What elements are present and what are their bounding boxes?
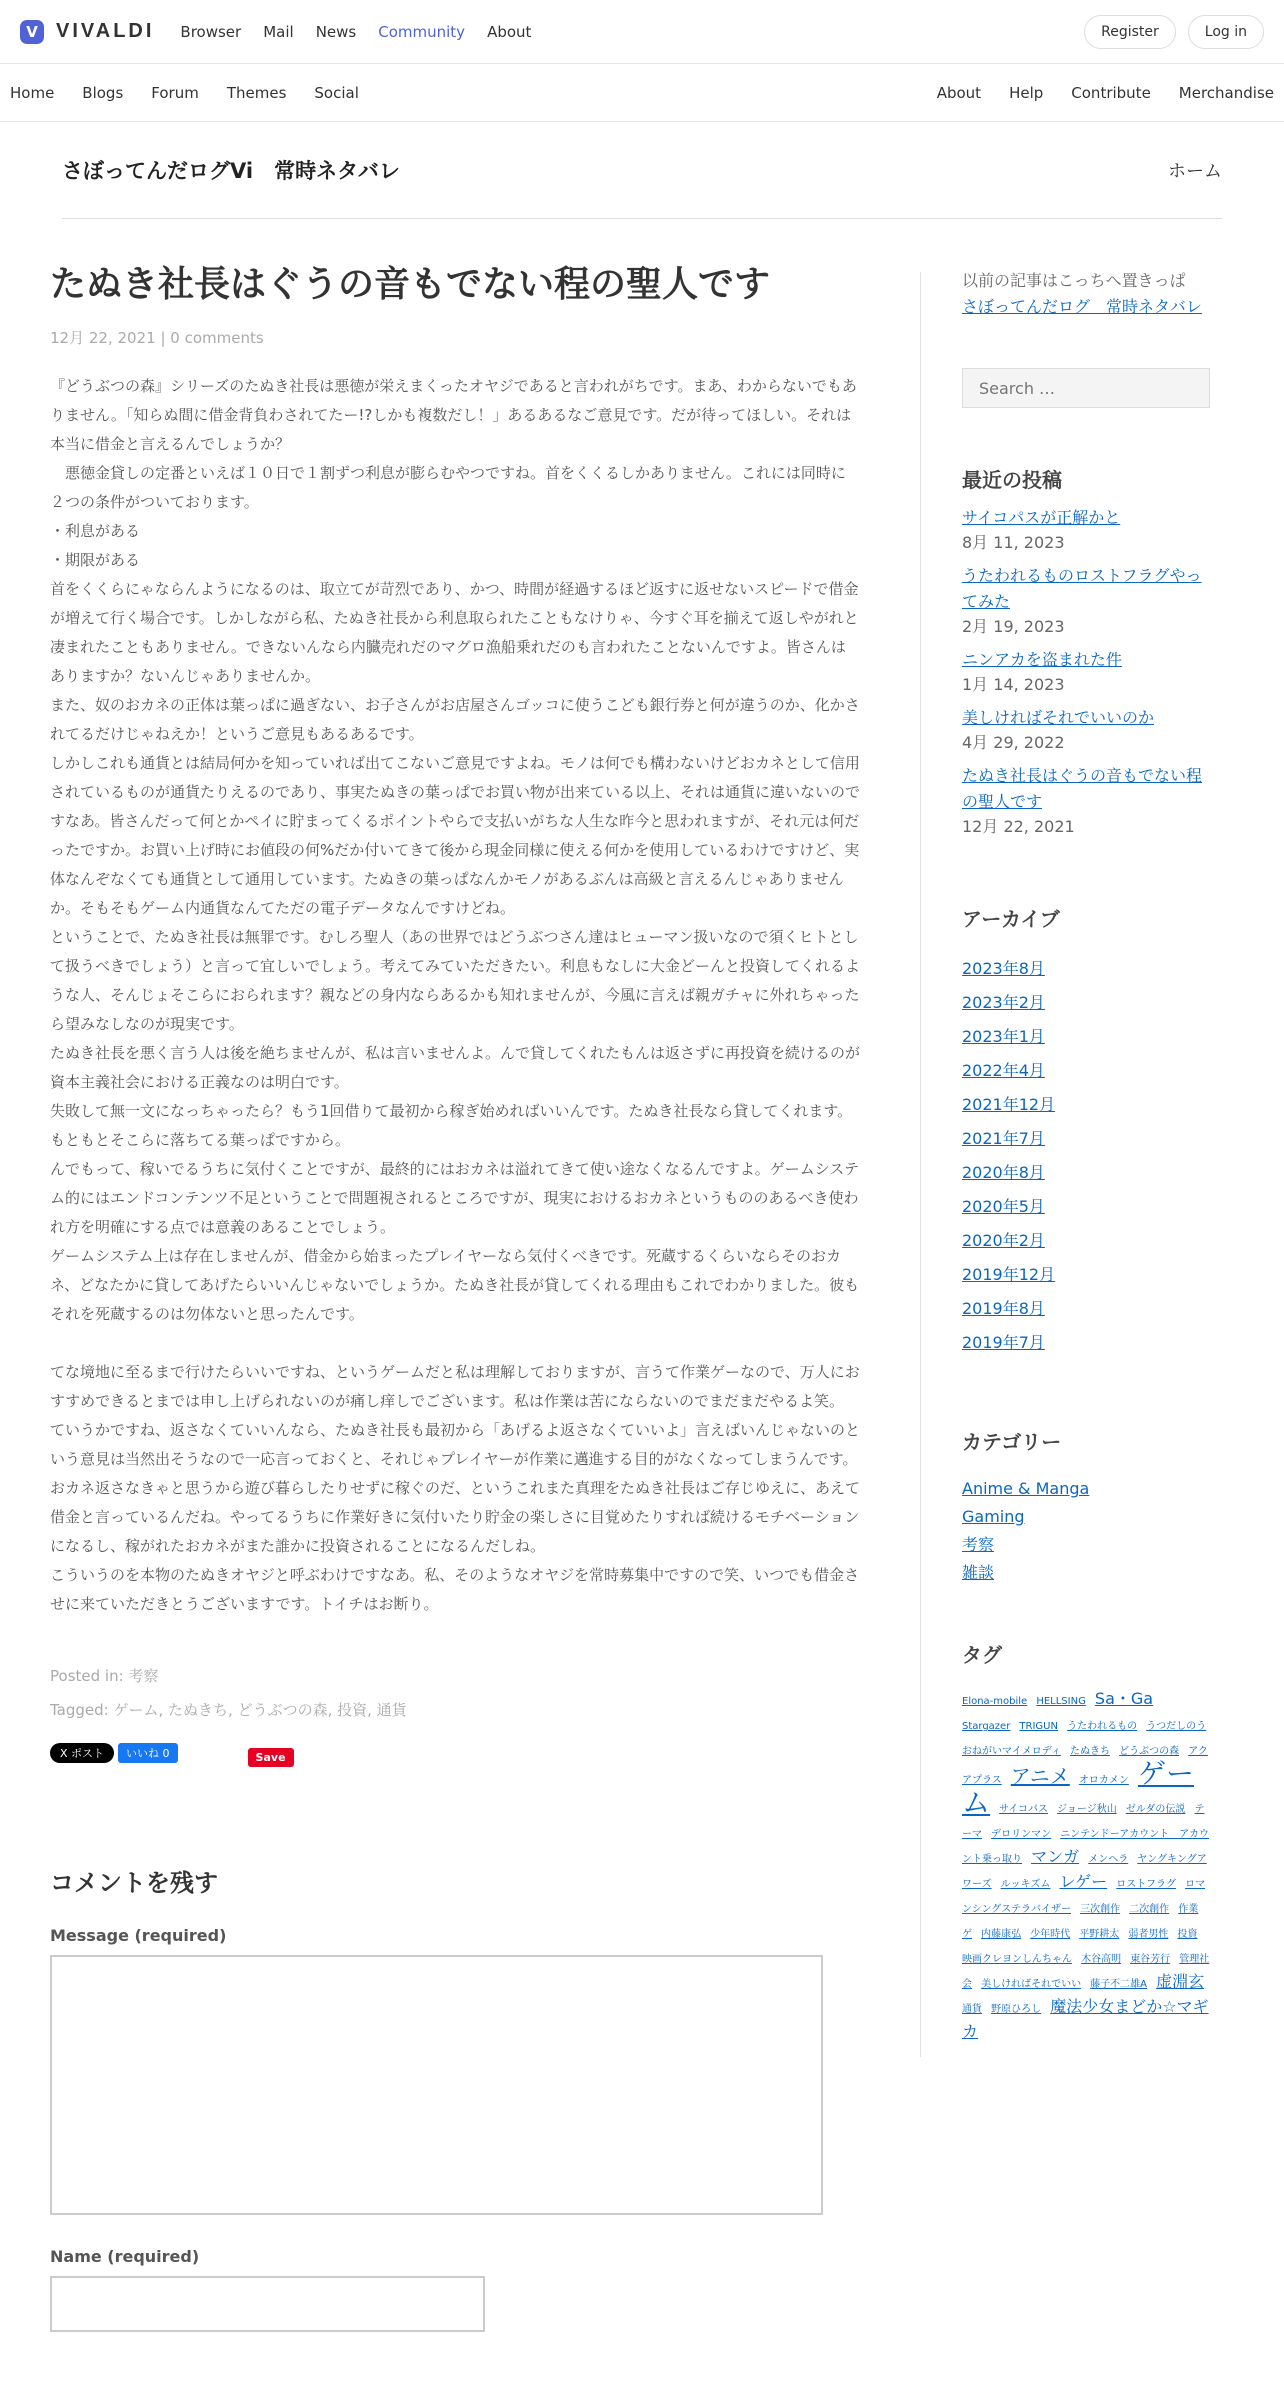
x-post-button[interactable]: X ポスト bbox=[50, 1743, 114, 1763]
archive-link[interactable]: 2020年8月 bbox=[962, 1163, 1045, 1182]
message-textarea[interactable] bbox=[50, 1955, 823, 2215]
recent-post-item bbox=[962, 647, 1212, 697]
tag-link[interactable]: アクアプラス bbox=[962, 1746, 1208, 1786]
recent-post-link[interactable]: うたわれるものロストフラグやってみた bbox=[962, 566, 1202, 611]
recent-post-link[interactable]: 美しければそれでいいのか bbox=[962, 708, 1155, 727]
archive-link[interactable]: 2019年8月 bbox=[962, 1299, 1045, 1318]
recent-posts-heading: 最近の投稿 bbox=[962, 468, 1062, 492]
tag-link[interactable]: 作業ゲ bbox=[962, 1904, 1199, 1940]
pinterest-save-button[interactable]: Save bbox=[248, 1748, 294, 1767]
tag-link[interactable]: うたわれるもの bbox=[1067, 1721, 1138, 1732]
sidebar-intro: 以前の記事はこっちへ置きっぱ bbox=[962, 271, 1186, 290]
top-nav-mail[interactable]: Mail bbox=[263, 22, 294, 41]
community-nav-blogs[interactable]: Blogs bbox=[82, 83, 124, 102]
post-paragraph: んでもって、稼いでるうちに気付くことですが、最終的にはおカネは溢れてきて使い途なくなるんですよ。ゲームシステム的にはエンドコンテンツ不足ということで問題視されるところですが、現実におけるおカネというもののあるべき使われ方を明確にする点では意義のあることでしょう。 bbox=[50, 1159, 859, 1236]
tag-link[interactable]: 投資 bbox=[1177, 1929, 1198, 1940]
post-paragraph: 首をくくらにゃならんようになるのは、取立てが苛烈であり、かつ、時間が経過するほど返すに返せないスピードで借金が増えて行く場合です。しかしながら私、たぬき社長から利息取られたこともなけりゃ、今すぐ耳を揃えて返しやがれと凄まれたこともありません。できないんなら内臓売れだのマグロ漁船乗れだのも言われたことないんですよ。皆さんはありますか？ないんじゃありませんか。 bbox=[50, 579, 859, 685]
top-nav-about[interactable]: About bbox=[487, 22, 532, 41]
site-topbar bbox=[0, 0, 1284, 64]
tag-link[interactable]: Stargazer bbox=[962, 1721, 1011, 1732]
post-title: たぬき社長はぐうの音もでない程の聖人です bbox=[50, 264, 771, 305]
top-nav-news[interactable]: News bbox=[315, 22, 357, 41]
archive-link[interactable]: 2022年4月 bbox=[962, 1061, 1045, 1080]
tag-link[interactable]: ヤングキングアワーズ bbox=[962, 1854, 1207, 1890]
tag-link[interactable]: どうぶつの森 bbox=[1119, 1746, 1180, 1757]
tag-link[interactable]: 魔法少女まどか☆マギカ bbox=[962, 1997, 1209, 2041]
post-body bbox=[50, 372, 860, 1619]
category-link[interactable]: Gaming bbox=[962, 1507, 1025, 1526]
community-nav-home[interactable]: Home bbox=[10, 83, 55, 102]
post-paragraph bbox=[50, 1329, 860, 1358]
post-paragraph: 失敗して無一文になっちゃったら？もう1回借りて最初から稼ぎ始めればいいんです。たぬき社長なら貸してくれます。もともとそこらに落ちてる葉っぱですから。 bbox=[50, 1101, 853, 1149]
tag-link[interactable]: サイコパス bbox=[999, 1804, 1049, 1815]
post-paragraph: こういうのを本物のたぬきオヤジと呼ぶわけですなあ。私、そのようなオヤジを常時募集中ですので笑、いつでも借金させに来ていただきとうございますです。トイチはお断り。 bbox=[50, 1565, 860, 1613]
tag-link[interactable]: レゲー bbox=[1059, 1872, 1108, 1891]
archive-link[interactable]: 2023年1月 bbox=[962, 1027, 1045, 1046]
post-comments-count[interactable]: 0 comments bbox=[170, 328, 264, 347]
archive-heading: アーカイブ bbox=[962, 907, 1060, 931]
recent-post-item bbox=[962, 563, 1212, 639]
blog-header bbox=[62, 122, 1222, 219]
tag-link[interactable]: ルッキズム bbox=[1000, 1879, 1051, 1890]
tag-link[interactable]: メンヘラ bbox=[1088, 1854, 1129, 1865]
post-paragraph: しかしこれも通貨とは結局何かを知っていれば出てこないご意見ですよね。モノは何でも構わないけどおカネとして信用されているものが通貨たりえるのであり、事実たぬきの葉っぱでお買い物が出来ている以上、それは通貨に違いないのですなあ。皆さんだって何とかペイに貯まってくるポイントやらで支払いがちな人生な昨今と思われますが、それ元は何だったですか。お買い上げ時にお値段の何%だか付いてきて後から現金同様に使える何かを使用しているわけですけど、実体なんぞなくても通貨として通用しています。たぬきの葉っぱなんかモノがあるぶんは高級と言えるんじゃありませんか。そもそもゲーム内通貨なんてただの電子データなんですけどね。 bbox=[50, 753, 861, 917]
top-nav bbox=[180, 23, 531, 41]
recent-post-item bbox=[962, 763, 1212, 839]
tag-link[interactable]: マンガ bbox=[1031, 1847, 1080, 1866]
login-button[interactable]: Log in bbox=[1188, 15, 1264, 49]
column-divider bbox=[920, 272, 921, 2057]
recent-post-item bbox=[962, 505, 1212, 555]
brand-name: VIVALDI bbox=[56, 20, 155, 42]
tag-link[interactable]: アニメ bbox=[1010, 1764, 1070, 1788]
tag-link[interactable]: ジョージ秋山 bbox=[1057, 1804, 1117, 1815]
post-paragraph: 悪徳金貸しの定番といえば１０日で１割ずつ利息が膨らむやつですね。首をくくるしかありません。これには同時に２つの条件がついております。 bbox=[50, 463, 846, 511]
vivaldi-logo-icon: V bbox=[20, 20, 44, 44]
post-paragraph: ゲームシステム上は存在しませんが、借金から始まったプレイヤーなら気付くべきです。死蔵するくらいならそのおカネ、どなたかに貸してあげたらいいんじゃないでしょうか。たぬき社長が貸してくれる理由もこれでわかりました。彼もそれを死蔵するのは勿体ないと思ったんです。 bbox=[50, 1246, 860, 1323]
community-nav bbox=[0, 64, 1284, 122]
archive-link[interactable]: 2023年8月 bbox=[962, 959, 1045, 978]
tag-link[interactable]: たぬきち bbox=[1070, 1746, 1110, 1757]
recent-post-item bbox=[962, 705, 1212, 755]
tag-link[interactable]: おねがいマイメロディ bbox=[962, 1746, 1061, 1757]
tag-link[interactable]: ロマンシングステラバイザー bbox=[962, 1879, 1206, 1915]
post-meta bbox=[50, 327, 860, 348]
tag-cloud bbox=[962, 1688, 1212, 2043]
comment-form-title: コメントを残す bbox=[50, 1868, 218, 1897]
archive-link[interactable]: 2019年7月 bbox=[962, 1333, 1045, 1352]
tag-link[interactable]: 虚淵玄 bbox=[1156, 1972, 1205, 1991]
tag-link[interactable]: 管理社会 bbox=[962, 1954, 1210, 1990]
recent-post-date: 2月 19, 2023 bbox=[962, 617, 1065, 636]
facebook-like-button[interactable]: いいね 0 bbox=[118, 1743, 178, 1763]
archive-link[interactable]: 2023年2月 bbox=[962, 993, 1045, 1012]
tag-heading: タグ bbox=[962, 1643, 1002, 1667]
recent-post-link[interactable]: サイコパスが正解かと bbox=[962, 508, 1121, 527]
top-nav-community[interactable]: Community bbox=[378, 22, 466, 41]
meta-separator: | bbox=[160, 328, 171, 347]
tag-link[interactable]: 野原ひろし bbox=[991, 2004, 1042, 2015]
post-paragraph: ていうかですね、返さなくていいんなら、たぬき社長も最初から「あげるよ返さなくていいよ」言えばいんじゃないのという意見は当然出そうなので一応言っておくと、それじゃプレイヤーが作業に邁進する目的がなくなってしまうんです。おカネ返さなきゃと思うから遊び暮らしたりせずに稼ぐのだ、というこれまた真理をたぬき社長はご存じゆえに、あえて借金と言っているんだね。やってるうちに作業好きに気付いたり貯金の楽しさに目覚めたりすれば続けるモチベーションになるし、稼がれたおカネがまた誰かに投資されることになるんだしね。 bbox=[50, 1420, 861, 1555]
vivaldi-logo[interactable] bbox=[20, 20, 154, 44]
category-heading: カテゴリー bbox=[962, 1430, 1062, 1454]
sidebar bbox=[962, 268, 1212, 2043]
tag-link[interactable]: 木谷高明 bbox=[1081, 1954, 1122, 1965]
post-paragraph: ・利息がある bbox=[50, 521, 141, 540]
recent-post-link[interactable]: たぬき社長はぐうの音もでない程の聖人です bbox=[962, 766, 1203, 811]
tag-link[interactable]: 少年時代 bbox=[1030, 1929, 1071, 1940]
tag-link[interactable]: 東谷芳行 bbox=[1130, 1954, 1171, 1965]
archive-link[interactable]: 2020年5月 bbox=[962, 1197, 1045, 1216]
posted-in-category[interactable]: 考察 bbox=[128, 1666, 159, 1685]
tagged bbox=[50, 1693, 860, 1727]
search-input[interactable] bbox=[962, 368, 1210, 408]
community-nav-merchandise[interactable]: Merchandise bbox=[1178, 83, 1274, 102]
post-paragraph: 『どうぶつの森』シリーズのたぬき社長は悪徳が栄えまくったオヤジであると言われがちです。まあ、わからないでもありません。「知らぬ間に借金背負わされてたー!?しかも複数だし！」あるあるなご意見です。だが待ってほしい。それは本当に借金と言えるんでしょうか？ bbox=[50, 376, 857, 453]
message-label: Message (required) bbox=[50, 1925, 227, 1945]
post-paragraph: また、奴のおカネの正体は葉っぱに過ぎない、お子さんがお店屋さんゴッコに使うこども銀行券と何が違うのか、化かされてるだけじゃねえか！というご意見もあるあるです。 bbox=[50, 695, 860, 743]
tag-link[interactable]: ゲーム bbox=[962, 1757, 1194, 1819]
tag-link[interactable]: ロストフラグ bbox=[1116, 1879, 1176, 1890]
tagged-label: Tagged: bbox=[50, 1700, 109, 1719]
tag-link[interactable]: オロカメン bbox=[1078, 1775, 1129, 1786]
recent-post-date: 4月 29, 2022 bbox=[962, 733, 1065, 752]
name-input[interactable] bbox=[50, 2276, 485, 2332]
tag-link[interactable]: ニンテンドーアカウント アカウント乗っ取り bbox=[962, 1829, 1209, 1865]
category-link[interactable]: 考察 bbox=[962, 1535, 995, 1554]
tag-link[interactable]: うつだしのう bbox=[1146, 1721, 1207, 1732]
category-link[interactable]: 雑談 bbox=[962, 1563, 995, 1582]
register-button[interactable]: Register bbox=[1084, 15, 1176, 49]
community-nav-about[interactable]: About bbox=[936, 83, 982, 102]
post-date[interactable]: 12月 22, 2021 bbox=[50, 328, 156, 347]
post-paragraph: てな境地に至るまで行けたらいいですね、というゲームだと私は理解しておりますが、言うて作業ゲーなので、万人におすすめできるとまでは申し上げられないのが痛し痒しでございます。私は作業は苦にならないのでまだまだやるよ笑。 bbox=[50, 1362, 860, 1410]
archive-list bbox=[962, 952, 1212, 1360]
archive-link[interactable]: 2020年2月 bbox=[962, 1231, 1045, 1250]
archive-link[interactable]: 2021年7月 bbox=[962, 1129, 1045, 1148]
tag-link[interactable]: 内藤康弘 bbox=[981, 1929, 1022, 1940]
tag-link[interactable]: HELLSING bbox=[1036, 1696, 1086, 1707]
community-nav-forum[interactable]: Forum bbox=[151, 83, 199, 102]
blog-home-link[interactable]: ホーム bbox=[1168, 161, 1222, 182]
post-paragraph: ・期限がある bbox=[50, 550, 141, 569]
tag-link[interactable]: ゼルダの伝説 bbox=[1125, 1804, 1186, 1815]
tag-link[interactable]: 弱者男性 bbox=[1128, 1929, 1169, 1940]
category-list bbox=[962, 1475, 1212, 1587]
sidebar-intro-link[interactable]: さぼってんだログ 常時ネタバレ bbox=[962, 297, 1202, 316]
community-nav-social[interactable]: Social bbox=[314, 83, 359, 102]
recent-post-date: 1月 14, 2023 bbox=[962, 675, 1065, 694]
recent-post-date: 8月 11, 2023 bbox=[962, 533, 1065, 552]
archive-link[interactable]: 2019年12月 bbox=[962, 1265, 1056, 1284]
post-paragraph: ということで、たぬき社長は無罪です。むしろ聖人（あの世界ではどうぶつさん達はヒューマン扱いなので須くヒトとして扱うべきでしょう）と言って宜しいでしょう。考えてみていただきたい。利息もなしに大金どーんと投資してくれるような人、そんじょそこらにおられます？親などの身内ならあるかも知れませんが、今風に言えば親ガチャに外れちゃったら望みなしなのが現実です。 bbox=[50, 927, 861, 1033]
tagged-list[interactable]: ゲーム, たぬきち, どうぶつの森, 投資, 通貨 bbox=[113, 1700, 407, 1719]
recent-post-link[interactable]: ニンアカを盗まれた件 bbox=[962, 650, 1122, 669]
community-nav-help[interactable]: Help bbox=[1009, 83, 1044, 102]
post-article bbox=[50, 262, 860, 2332]
posted-in-label: Posted in: bbox=[50, 1666, 124, 1685]
recent-post-date: 12月 22, 2021 bbox=[962, 817, 1075, 836]
tag-link[interactable]: Sa・Ga bbox=[1094, 1689, 1154, 1708]
tag-link[interactable]: 二次創作 bbox=[1129, 1904, 1170, 1915]
name-label: Name (required) bbox=[50, 2246, 200, 2266]
community-nav-themes[interactable]: Themes bbox=[226, 83, 287, 102]
category-link[interactable]: Anime & Manga bbox=[962, 1479, 1090, 1498]
tag-link[interactable]: テーマ bbox=[962, 1804, 1205, 1840]
tag-link[interactable]: 通貨 bbox=[962, 2004, 982, 2015]
recent-posts-list bbox=[962, 505, 1212, 839]
top-nav-browser[interactable]: Browser bbox=[180, 22, 242, 41]
post-paragraph: たぬき社長を悪く言う人は後を絶ちませんが、私は言いませんよ。んで貸してくれたもんは返さずに再投資を続けるのが資本主義社会における正義なのは明白です。 bbox=[50, 1043, 861, 1091]
auth-buttons bbox=[1084, 15, 1264, 49]
tag-link[interactable]: 美しければそれでいい bbox=[981, 1979, 1082, 1990]
tag-link[interactable]: 映画クレヨンしんちゃん bbox=[962, 1954, 1072, 1965]
posted-in bbox=[50, 1659, 860, 1693]
post-footer bbox=[50, 1659, 860, 1727]
tag-link[interactable]: 三次創作 bbox=[1080, 1904, 1121, 1915]
share-buttons bbox=[50, 1741, 860, 1765]
tag-link[interactable]: TRIGUN bbox=[1019, 1721, 1058, 1732]
tag-link[interactable]: Elona-mobile bbox=[962, 1696, 1028, 1707]
blog-title[interactable]: さぼってんだログVi 常時ネタバレ bbox=[62, 159, 400, 183]
community-nav-contribute[interactable]: Contribute bbox=[1071, 83, 1151, 102]
tag-link[interactable]: デロリンマン bbox=[991, 1829, 1052, 1840]
tag-link[interactable]: 平野耕太 bbox=[1079, 1929, 1120, 1940]
tag-link[interactable]: 藤子不二雄A bbox=[1090, 1979, 1148, 1990]
archive-link[interactable]: 2021年12月 bbox=[962, 1095, 1056, 1114]
